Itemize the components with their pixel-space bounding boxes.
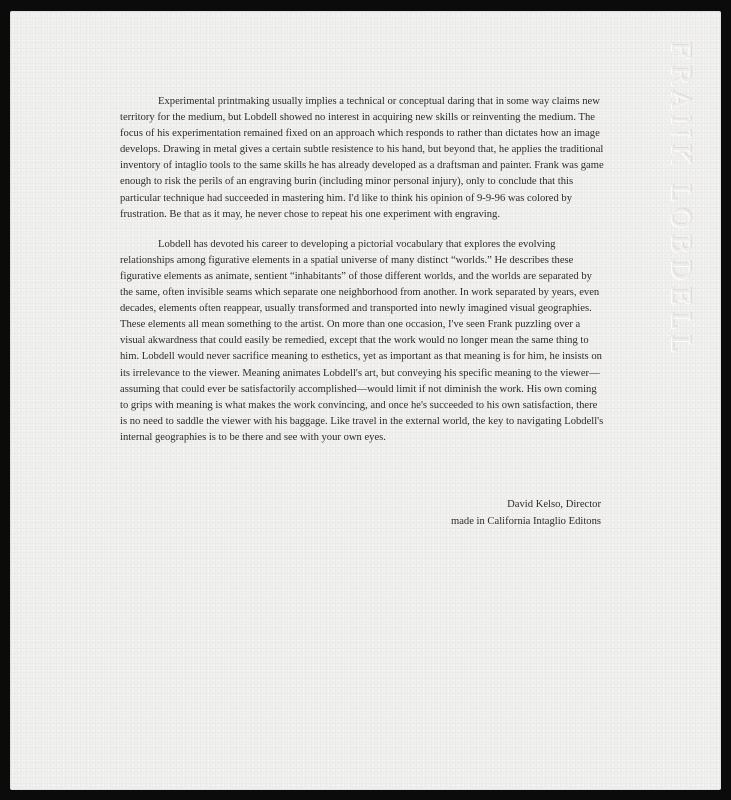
- signature-block: [451, 496, 601, 530]
- signature-organization: made in California Intaglio Editons: [450, 516, 601, 527]
- blind-emboss-chop: FRANK LOBDELL: [665, 41, 695, 358]
- paragraph-2: Lobdell has devoted his career to developing a pictorial vocabulary that explores the evolving relationships among figurative elements in a spatial universe of many distinct “worlds.” He describes these figurative elements as animate, sentient “inhabitants” of those different worlds, and the worlds are separated by the same, often invisible seams which separate one neighborhood from another. In work separated by years, even decades, elements often reappear, usually transformed and transported into newly imagined visual geographies. These elements all mean something to the artist. On more than one occasion, I've seen Frank puzzling over a visual akwardness that could easily be remedied, except that the work would no longer mean the same thing to him. Lobdell would never sacrifice meaning to esthetics, yet as important as that meaning is for him, he insists on its irrelevance to the viewer. Meaning animates Lobdell's art, but conveying his specific meaning to the viewer—assuming that could ever be satisfactorily accomplished—would limit if not diminish the work. His own coming to grips with meaning is what makes the work convincing, and once he's succeeded to his own satisfaction, there is no need to saddle the viewer with his baggage. Like travel in the external world, the key to navigating Lobdell's internal geographies is to be there and see with your own eyes.: [120, 238, 604, 443]
- essay-body: [120, 94, 606, 460]
- paragraph-1: Experimental printmaking usually implies a technical or conceptual daring that in some way claims new territory for the medium, but Lobdell showed no interest in acquiring new skills or reinventing the medium. The focus of his experimentation remained fixed on an approach which responds to rather than dictates how an image develops. Drawing in metal gives a certain subtle resistence to his hand, but beyond that, he applies the traditional inventory of intaglio tools to the same skills he has already developed as a draftsman and painter. Frank was game enough to risk the perils of an engraving burin (including minor personal injury), only to conclude that this particular technique had succeeded in mastering him. I'd like to think his opinion of 9-9-96 was colored by frustration. Be that as it may, he never chose to repeat his one experiment with engraving.: [120, 96, 604, 220]
- signature-name: David Kelso, Director: [507, 499, 601, 510]
